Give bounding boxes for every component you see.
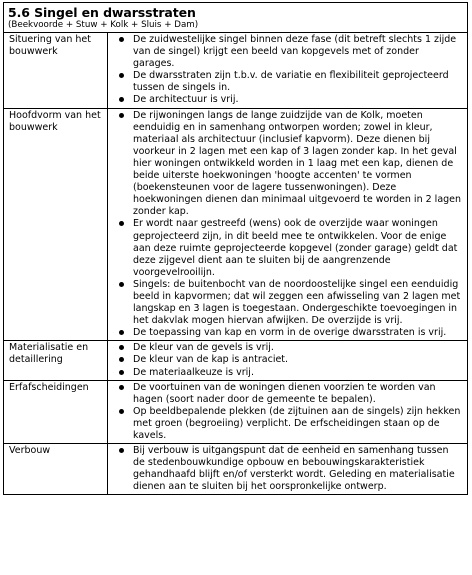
bullet-icon xyxy=(119,113,124,118)
section-title: 5.6 Singel en dwarsstraten xyxy=(8,5,196,20)
row-content xyxy=(108,380,468,443)
row-content xyxy=(108,444,468,495)
row-content xyxy=(108,108,468,341)
bullet-icon xyxy=(119,357,124,362)
bullet-icon xyxy=(119,330,124,335)
row-label: Verbouw xyxy=(4,444,108,495)
list-item-text: De materiaalkeuze is vrij. xyxy=(133,366,254,378)
row-label: Erfafscheidingen xyxy=(4,380,108,443)
table-row xyxy=(4,380,467,443)
bullet-icon xyxy=(119,282,124,287)
bullet-list xyxy=(113,445,463,493)
list-item xyxy=(113,70,463,94)
bullet-list xyxy=(113,342,463,378)
bullet-list xyxy=(113,34,463,107)
row-label: Hoofdvorm van het bouwwerk xyxy=(4,108,108,341)
bullet-list xyxy=(113,382,463,442)
row-label: Materialisatie en detaillering xyxy=(4,341,108,380)
list-item-text: De kleur van de kap is antraciet. xyxy=(133,354,289,366)
bullet-icon xyxy=(119,221,124,226)
section-subtitle: (Beekvoorde + Stuw + Kolk + Sluis + Dam) xyxy=(8,20,199,30)
list-item xyxy=(113,354,463,366)
list-item-text: De rijwoningen langs de lange zuidzijde van de Kolk, moeten eenduidig en in samenhang ontworpen worden; zowel in kleur, materiaal als architectuur (inclusief kapvorm). Deze dienen bij voorkeur in 2 lagen met een kap of 3 lagen zonder kap. In het geval hier woningen ontwikkeld worden in 1 laag met een kap, dienen de beide uiterste hoekwoningen 'hoogte accenten' te vormen (boekensteunen voor de lagere tussenwoningen). Deze hoekwoningen dienen dan minimaal uitgevoerd te worden in 2 lagen zonder kap. xyxy=(133,109,462,218)
bullet-icon xyxy=(119,73,124,78)
row-content xyxy=(108,33,468,109)
table-row xyxy=(4,341,467,380)
list-item xyxy=(113,342,463,354)
list-item xyxy=(113,445,463,493)
list-item-text: De architectuur is vrij. xyxy=(133,94,239,106)
list-item xyxy=(113,406,463,442)
list-item xyxy=(113,367,463,379)
table-row xyxy=(4,444,467,495)
bullet-icon xyxy=(119,409,124,414)
bullet-icon xyxy=(119,385,124,390)
list-item xyxy=(113,382,463,406)
bullet-icon xyxy=(119,448,124,453)
list-item-text: De voortuinen van de woningen dienen voorzien te worden van hagen (soort nader door de gemeente te bepalen). xyxy=(133,381,436,405)
list-item xyxy=(113,218,463,278)
bullet-icon xyxy=(119,345,124,350)
list-item xyxy=(113,279,463,327)
requirements-table-frame xyxy=(3,2,468,495)
list-item-text: De dwarsstraten zijn t.b.v. de variatie en flexibiliteit geprojecteerd tussen de singels in. xyxy=(133,70,449,94)
list-item xyxy=(113,327,463,339)
list-item xyxy=(113,34,463,70)
section-header xyxy=(4,3,467,32)
bullet-icon xyxy=(119,97,124,102)
list-item-text: Bij verbouw is uitgangspunt dat de eenheid en samenhang tussen de stedenbouwkundige opbouw en bebouwingskarakteristiek gehandhaafd blijft en/of versterkt wordt. Geleding en materialisatie dienen aan te sluiten bij het oorspronkelijke ontwerp. xyxy=(133,445,455,493)
requirements-table xyxy=(4,32,467,494)
list-item-text: Op beeldbepalende plekken (de zijtuinen aan de singels) zijn hekken met groen (begroeiing) verplicht. De erfscheidingen staan op de kavels. xyxy=(133,405,461,441)
list-item-text: Er wordt naar gestreefd (wens) ook de overzijde waar woningen geprojecteerd zijn, in dit beeld mee te ontwikkelen. Voor de enige aan deze ruimte geprojecteerde kopgevel (zonder garage) geldt dat deze zijgevel dient aan te sluiten bij de aangrenzende voorgevelrooilijn. xyxy=(133,218,458,278)
row-label: Situering van het bouwwerk xyxy=(4,33,108,109)
bullet-icon xyxy=(119,370,124,375)
bullet-icon xyxy=(119,37,124,42)
list-item-text: Singels: de buitenbocht van de noordoostelijke singel een eenduidig beeld in kapvormen; dat wil zeggen een afwisseling van 2 lagen met langskap en 3 lagen is toegestaan. Ondergeschikte toevoegingen in het dakvlak mogen hiervan afwijken. De overzijde is vrij. xyxy=(133,278,461,327)
list-item-text: De toepassing van kap en vorm in de overige dwarsstraten is vrij. xyxy=(133,327,447,339)
table-row xyxy=(4,108,467,341)
list-item-text: De zuidwestelijke singel binnen deze fase (dit betreft slechts 1 zijde van de singel) krijgt een beeld van kopgevels met of zonder garages. xyxy=(133,34,457,70)
list-item xyxy=(113,94,463,106)
list-item xyxy=(113,110,463,219)
list-item-text: De kleur van de gevels is vrij. xyxy=(133,342,274,354)
bullet-list xyxy=(113,110,463,340)
row-content xyxy=(108,341,468,380)
table-row xyxy=(4,33,467,109)
